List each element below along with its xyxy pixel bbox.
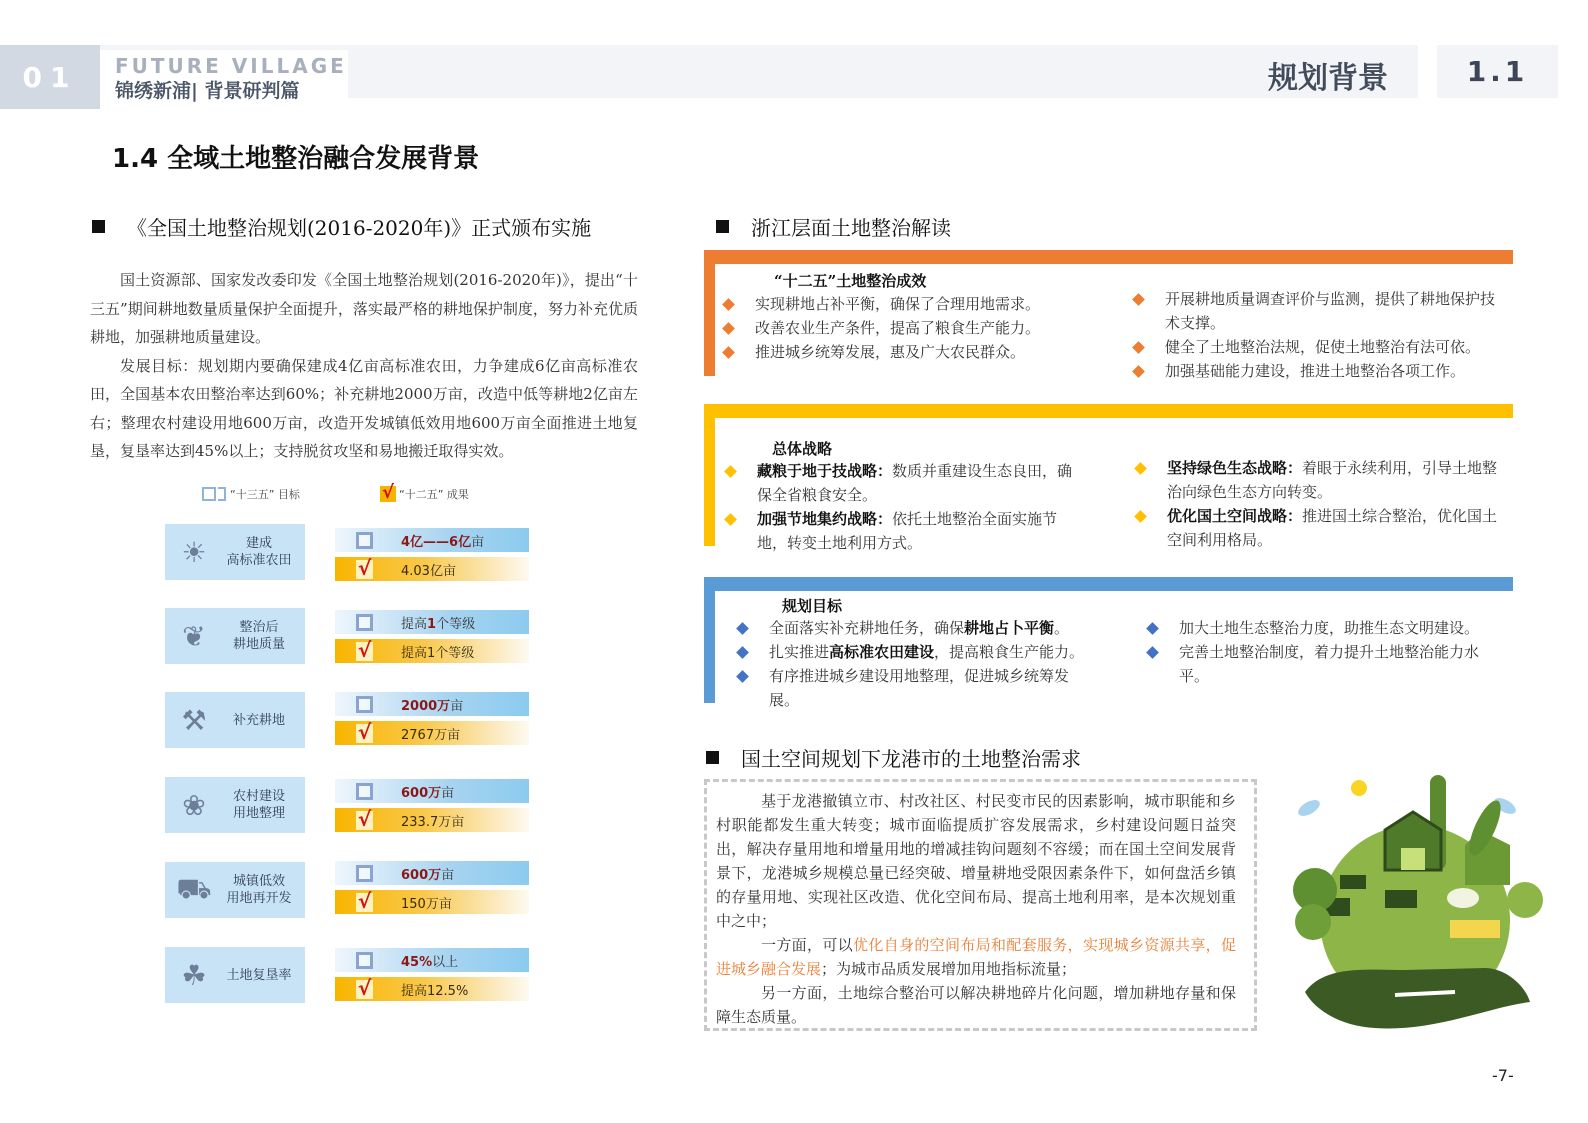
metric-actual-bar [335, 639, 529, 663]
panel-left-list [722, 292, 1102, 364]
item-bold: 优化国土空间战略： [1167, 507, 1303, 525]
empty-checkbox-icon [356, 783, 373, 800]
empty-checkbox-icon [202, 487, 216, 501]
item-bold: 坚持绿色生态战略： [1167, 459, 1303, 477]
empty-checkbox-icon [356, 614, 373, 631]
wheat-field-icon [1450, 920, 1500, 938]
target-value: 45%以上 [401, 954, 459, 970]
item-text: 实现耕地占补平衡，确保了合理用地需求。 [755, 295, 1041, 313]
demand-heading-text: 国土空间规划下龙港市的土地整治需求 [741, 747, 1081, 771]
list-item [1134, 456, 1504, 504]
paragraph-2: 发展目标：规划期内要确保建成4亿亩高标准农田，力争建成6亿亩高标准农田，全国基本农田整治率达到60%；补充耕地2000万亩，改造中低等耕地2亿亩左右；整理农村建设用地600万亩，改造开发城镇低效用地600万亩全面推进土地复垦，复垦率达到45%以上；支持脱贫攻坚和易地搬迁取得实效。 [90, 356, 638, 460]
metric-target-bar [335, 528, 529, 552]
p2-post: ；为城市品质发展增加用地指标流量； [821, 960, 1077, 978]
list-item [1132, 287, 1504, 335]
bullet-square-icon [92, 220, 105, 233]
section-title: 规划背景 [1268, 61, 1388, 96]
diamond-bullet-icon [722, 322, 735, 335]
wheat-icon: ❦ [182, 619, 206, 653]
list-item [722, 292, 1102, 316]
metric-label: 土地复垦率 [226, 967, 292, 983]
metric-target-bar [335, 948, 529, 972]
demand-paragraph-2 [716, 933, 1236, 981]
item-bold: 耕地占卜平衡 [964, 619, 1055, 637]
actual-value: 4.03亿亩 [401, 563, 456, 579]
left-heading-text: 《全国土地整治规划(2016-2020年)》正式颁布实施 [127, 216, 592, 240]
panel-strategy [704, 404, 1513, 552]
actual-value: 233.7万亩 [401, 814, 465, 830]
item-text: 开展耕地质量调查评价与监测，提供了耕地保护技术支撑。 [1165, 290, 1496, 332]
actual-value: 提高1个等级 [401, 645, 475, 661]
sheep-icon [1447, 888, 1479, 908]
p2-highlight: 优化自身的空间布局和配套服务，实现城乡资源共享，促进城乡融合发展 [716, 936, 1236, 978]
panel-topbar [704, 577, 1513, 591]
item-text: 着眼于永续利用，引导土地整治向绿色生态方向转变。 [1167, 459, 1498, 501]
diamond-bullet-icon [722, 346, 735, 359]
item-text: 改善农业生产条件，提高了粮食生产能力。 [755, 319, 1041, 337]
diamond-bullet-icon [1146, 646, 1159, 659]
item-text: 。 [1054, 619, 1070, 637]
target-value: 提高1个等级 [401, 616, 476, 632]
empty-checkbox-icon [356, 532, 373, 549]
item-text: 扎实推进 [769, 643, 830, 661]
brand-en: FUTURE VILLAGE [115, 54, 347, 78]
barn-door-icon [1401, 848, 1425, 870]
metric-actual-bar [335, 557, 529, 581]
right-heading [716, 212, 951, 241]
list-item [722, 316, 1102, 340]
empty-checkbox-icon [356, 696, 373, 713]
item-bold: 高标准农田建设 [829, 643, 935, 661]
item-bold: 加强节地集约战略： [757, 510, 893, 528]
panel-left-list [736, 616, 1096, 712]
legend-achievement-label: “十二五” 成果 [399, 488, 469, 501]
panel-right-list [1132, 287, 1504, 383]
target-value: 600万亩 [401, 867, 455, 883]
brand-cn: 锦绣新浦| 背景研判篇 [115, 80, 300, 102]
diamond-bullet-icon [724, 465, 737, 478]
tree-icon [1295, 904, 1331, 940]
diamond-bullet-icon [722, 298, 735, 311]
diamond-bullet-icon [736, 670, 749, 683]
paragraph-1: 国土资源部、国家发改委印发《全国土地整治规划(2016-2020年)》，提出“十三五”期间耕地数量质量保护全面提升，落实最严格的耕地保护制度，努力补充优质耕地，加强耕地质量建设。 [90, 271, 638, 346]
chapter-number: 01 [0, 45, 100, 109]
panel-left-list [724, 459, 1084, 555]
empty-checkbox-icon [356, 865, 373, 882]
metric-label-card [165, 777, 305, 833]
diamond-bullet-icon [736, 646, 749, 659]
metric-target-bar [335, 692, 529, 716]
hand-icon [1305, 968, 1530, 1028]
checkmark-icon: √ [357, 637, 372, 662]
panel-sidebar [704, 577, 715, 703]
list-item [722, 340, 1102, 364]
panel-sidebar [704, 250, 715, 376]
diamond-bullet-icon [736, 622, 749, 635]
seedling-icon: ❀ [182, 788, 206, 822]
metric-target-bar [335, 610, 529, 634]
item-text: 加强基础能力建设，推进土地整治各项工作。 [1165, 362, 1466, 380]
metric-actual-bar [335, 808, 529, 832]
actual-value: 150万亩 [401, 896, 452, 912]
metric-target-bar [335, 779, 529, 803]
panel-title: 规划目标 [782, 597, 843, 615]
brand-block [100, 50, 348, 108]
diamond-bullet-icon [1134, 462, 1147, 475]
legend-target-label: “十三五” 目标 [230, 488, 300, 501]
list-item [736, 640, 1096, 664]
page-number: -7- [1492, 1066, 1514, 1085]
cow-icon [1385, 890, 1417, 908]
item-text: 完善土地整治制度，着力提升土地整治能力水平。 [1179, 643, 1480, 685]
metric-label: 建成 高标准农田 [226, 536, 292, 568]
shovel-icon: ⚒ [181, 703, 207, 737]
demand-heading [706, 743, 1081, 772]
left-heading [92, 212, 591, 241]
panel-topbar [704, 250, 1513, 264]
list-item [1146, 616, 1506, 640]
item-bold: 藏粮于地于技战略： [757, 462, 893, 480]
metric-label-card [165, 862, 305, 918]
panel-right-list [1134, 456, 1504, 552]
demand-paragraph-3: 另一方面，土地综合整治可以解决耕地碎片化问题，增加耕地存量和保障生态质量。 [716, 984, 1236, 1026]
actual-value: 2767万亩 [401, 727, 461, 743]
metric-label: 整治后 耕地质量 [232, 620, 285, 652]
metric-actual-bar [335, 890, 529, 914]
item-text: 有序推进城乡建设用地整理，促进城乡统筹发展。 [769, 667, 1070, 709]
list-item [724, 507, 1084, 555]
diamond-bullet-icon [1132, 365, 1145, 378]
diamond-bullet-icon [1134, 510, 1147, 523]
diamond-bullet-icon [1132, 341, 1145, 354]
bullet-square-icon [716, 220, 729, 233]
panel-achievements [704, 250, 1513, 380]
list-item [1132, 359, 1504, 383]
empty-checkbox-icon [356, 952, 373, 969]
target-value: 2000万亩 [401, 698, 464, 714]
panel-title: 总体战略 [772, 440, 833, 458]
checkmark-icon: √ [357, 975, 372, 1000]
metric-target-bar [335, 861, 529, 885]
target-value: 4亿——6亿亩 [401, 534, 485, 550]
actual-value: 提高12.5% [401, 983, 469, 999]
p2-pre: 一方面，可以 [761, 936, 853, 954]
village-globe-hand-illustration [1285, 770, 1545, 1032]
metric-label-card [165, 947, 305, 1003]
item-text: 加大土地生态整治力度，助推生态文明建设。 [1179, 619, 1480, 637]
intro-paragraphs [90, 266, 638, 466]
metric-label-card [165, 608, 305, 664]
metric-label-card [165, 524, 305, 580]
panel-sidebar [704, 404, 715, 546]
item-text: 推进国土综合整治，优化国土空间利用格局。 [1167, 507, 1498, 549]
bullet-square-icon [706, 751, 719, 764]
list-item [1146, 640, 1506, 688]
list-item [736, 664, 1096, 712]
demand-paragraph-1: 基于龙港撤镇立市、村改社区、村民变市民的因素影响，城市职能和乡村职能都发生重大转变；城市面临提质扩容发展需求，乡村建设问题日益突出，解决存量用地和增量用地的增减挂钩问题刻不容缓；而在国土空间发展背景下，龙港城乡规模总量已经突破、增量耕地受限因素条件下，如何盘活乡镇的存量用地、实现社区改造、优化空间布局、提高土地利用率，是本次规划重中之中； [716, 792, 1236, 930]
legend-target [202, 486, 300, 502]
sun-icon [1351, 780, 1367, 796]
checkmark-icon: √ [381, 482, 394, 503]
item-text: 全面落实补充耕地任务，确保 [769, 619, 965, 637]
panel-goals [704, 577, 1513, 709]
list-item [736, 616, 1096, 640]
item-text: 推进城乡统筹发展，惠及广大农民群众。 [755, 343, 1026, 361]
checkmark-icon: √ [357, 806, 372, 831]
item-text: 依托土地整治全面实施节地，转变土地利用方式。 [757, 510, 1058, 552]
list-item [1132, 335, 1504, 359]
right-heading-text: 浙江层面土地整治解读 [751, 216, 951, 240]
diamond-bullet-icon [724, 513, 737, 526]
metric-label: 城镇低效 用地再开发 [226, 874, 292, 906]
target-value: 600万亩 [401, 785, 455, 801]
checkmark-icon: √ [357, 555, 372, 580]
metric-label: 农村建设 用地整理 [232, 789, 285, 821]
metric-label-card [165, 692, 305, 748]
checkmark-icon: √ [357, 719, 372, 744]
section-index: 1.1 [1437, 45, 1558, 98]
list-item [724, 459, 1084, 507]
demand-textbox [704, 779, 1257, 1031]
panel-title: “十二五”土地整治成效 [774, 272, 927, 290]
metric-actual-bar [335, 977, 529, 1001]
tractor-icon: ⛟ [176, 871, 212, 905]
land-reclaim-icon: ☘ [181, 958, 207, 992]
diamond-bullet-icon [1146, 622, 1159, 635]
item-text: 数质并重建设生态良田，确保全省粮食安全。 [757, 462, 1073, 504]
diamond-bullet-icon [1132, 293, 1145, 306]
item-text: ，提高粮食生产能力。 [934, 643, 1085, 661]
farmland-sun-icon: ☀ [181, 535, 207, 569]
metric-label: 补充耕地 [232, 712, 285, 728]
list-item [1134, 504, 1504, 552]
checkbox-flag-icon [218, 487, 226, 501]
panel-topbar [704, 404, 1513, 418]
tree-icon [1507, 882, 1543, 918]
page-title: 1.4 全域土地整治融合发展背景 [112, 144, 480, 174]
checkmark-icon: √ [357, 888, 372, 913]
cow-icon [1340, 875, 1366, 889]
item-text: 健全了土地整治法规，促使土地整治有法可依。 [1165, 338, 1481, 356]
metric-actual-bar [335, 721, 529, 745]
cloud-icon [1296, 797, 1323, 819]
panel-right-list [1146, 616, 1506, 688]
legend-achievement [380, 482, 469, 503]
